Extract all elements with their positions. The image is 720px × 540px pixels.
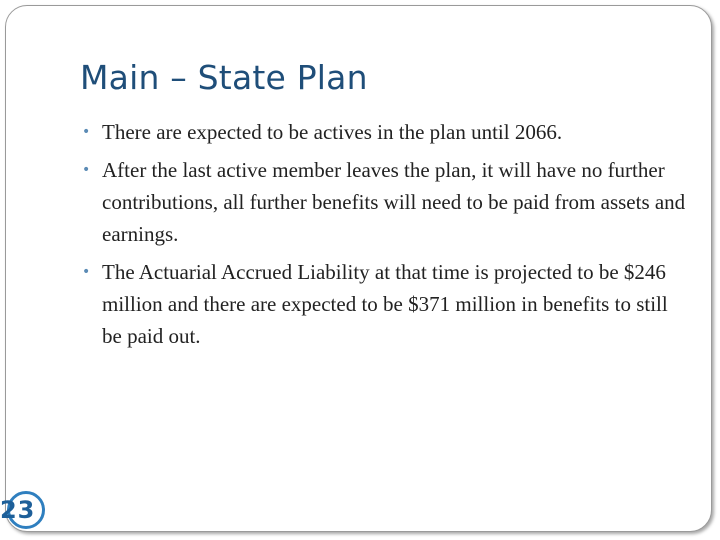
slide-title: Main – State Plan — [80, 58, 368, 97]
bullet-item — [80, 154, 686, 250]
bullet-list — [80, 116, 686, 358]
slide-number-prefix: 2 — [0, 496, 17, 524]
bullet-dot-icon: • — [82, 162, 91, 178]
bullet-text: After the last active member leaves the plan, it will have no further contributions, all further benefits will need to be paid from assets and earnings. — [102, 158, 686, 246]
bullet-dot-icon: • — [82, 264, 91, 280]
bullet-text: There are expected to be actives in the plan until 2066. — [102, 120, 563, 144]
bullet-text: The Actuarial Accrued Liability at that time is projected to be $246 million and there are expected to be $371 million in benefits to still be paid out. — [102, 260, 668, 348]
slide-number-badge — [0, 491, 45, 529]
bullet-item — [80, 116, 686, 148]
slide-number: 3 — [17, 496, 35, 524]
bullet-item — [80, 256, 686, 352]
bullet-dot-icon: • — [82, 124, 91, 140]
